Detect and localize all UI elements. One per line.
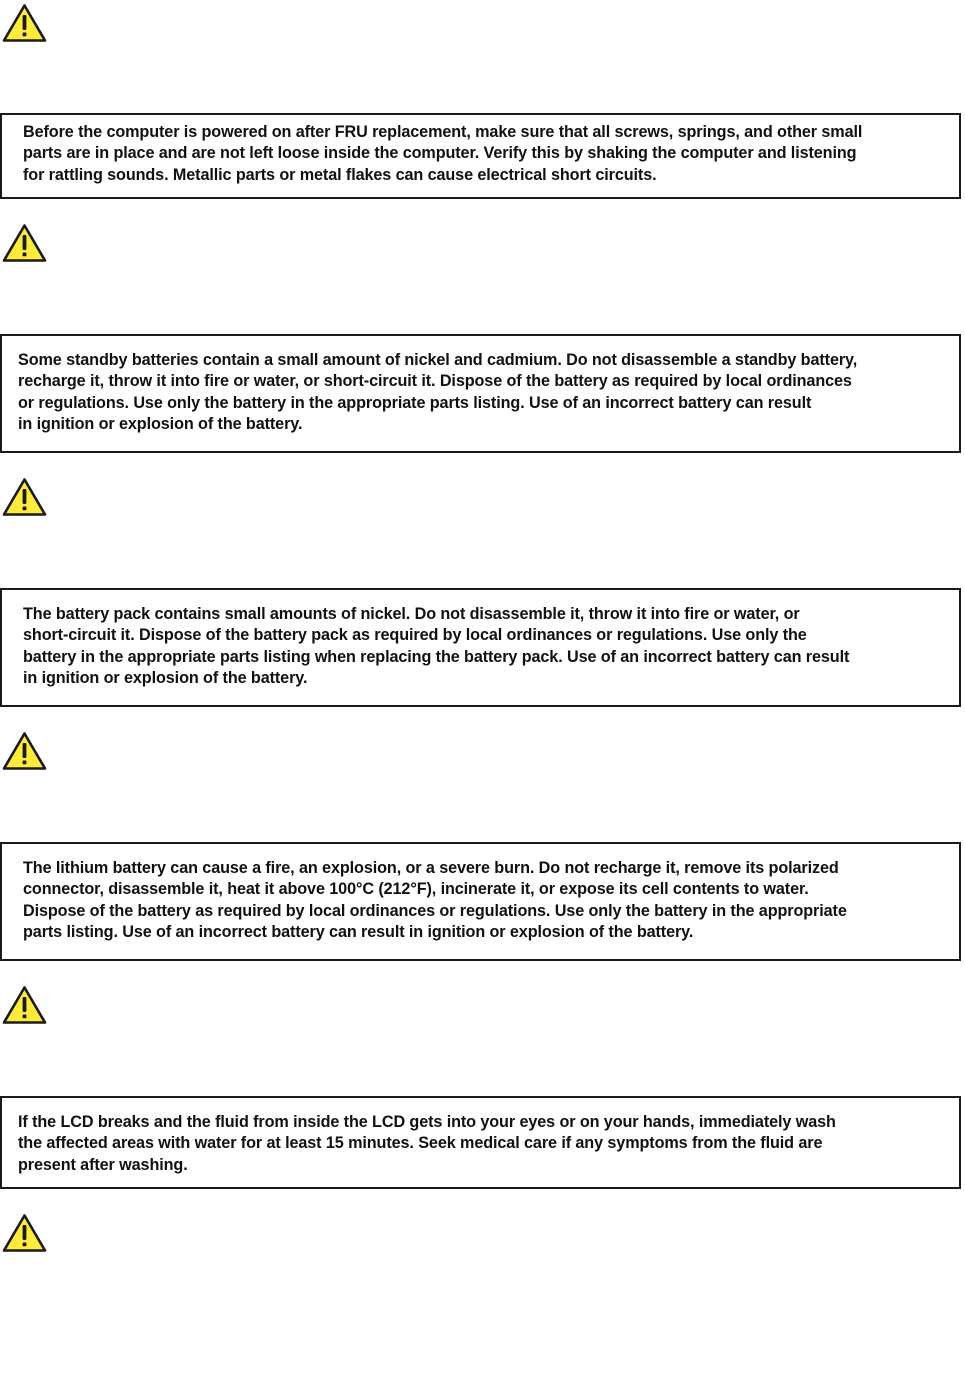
warning-triangle-icon [2,731,47,771]
caution-notice-box [0,842,961,961]
warning-triangle-icon [2,223,47,263]
notice-text: The lithium battery can cause a fire, an explosion, or a severe burn. Do not recharge it, remove its polarized connector, disassemble it, heat it above 100°C (212°F), incinerate it, or expose its cell contents to water. Dispose of the battery as required by local ordinances or regulations. Use only the battery in the appropriate parts listing. Use of an incorrect battery can result in ignition or explosion of the battery. [23,859,847,942]
notice-text: Before the computer is powered on after FRU replacement, make sure that all screws, springs, and other small parts are in place and are not left loose inside the computer. Verify this by shaking the computer and listening for rattling sounds. Metallic parts or metal flakes can cause electrical short circuits. [23,123,863,184]
warning-triangle-icon [2,477,47,517]
warning-triangle-icon [2,985,47,1025]
caution-notice-box [0,113,961,199]
caution-notice-box [0,1096,961,1189]
warning-triangle-icon [2,1213,47,1253]
notice-text: The battery pack contains small amounts of nickel. Do not disassemble it, throw it into fire or water, or short-circuit it. Dispose of the battery pack as required by local ordinances or regulations. Use only the battery in the appropriate parts listing when replacing the battery pack. Use of an incorrect battery can result in ignition or explosion of the battery. [23,605,850,688]
caution-notice-box [0,334,961,453]
notice-text: If the LCD breaks and the fluid from inside the LCD gets into your eyes or on your hands, immediately wash the affected areas with water for at least 15 minutes. Seek medical care if any symptoms from the fluid are present after washing. [18,1113,836,1174]
warning-triangle-icon [2,3,47,43]
notice-text: Some standby batteries contain a small amount of nickel and cadmium. Do not disassemble a standby battery, recharge it, throw it into fire or water, or short-circuit it. Dispose of the battery as required by local ordinances or regulations. Use only the battery in the appropriate parts listing. Use of an incorrect battery can result in ignition or explosion of the battery. [18,351,858,434]
caution-notice-box [0,588,961,707]
